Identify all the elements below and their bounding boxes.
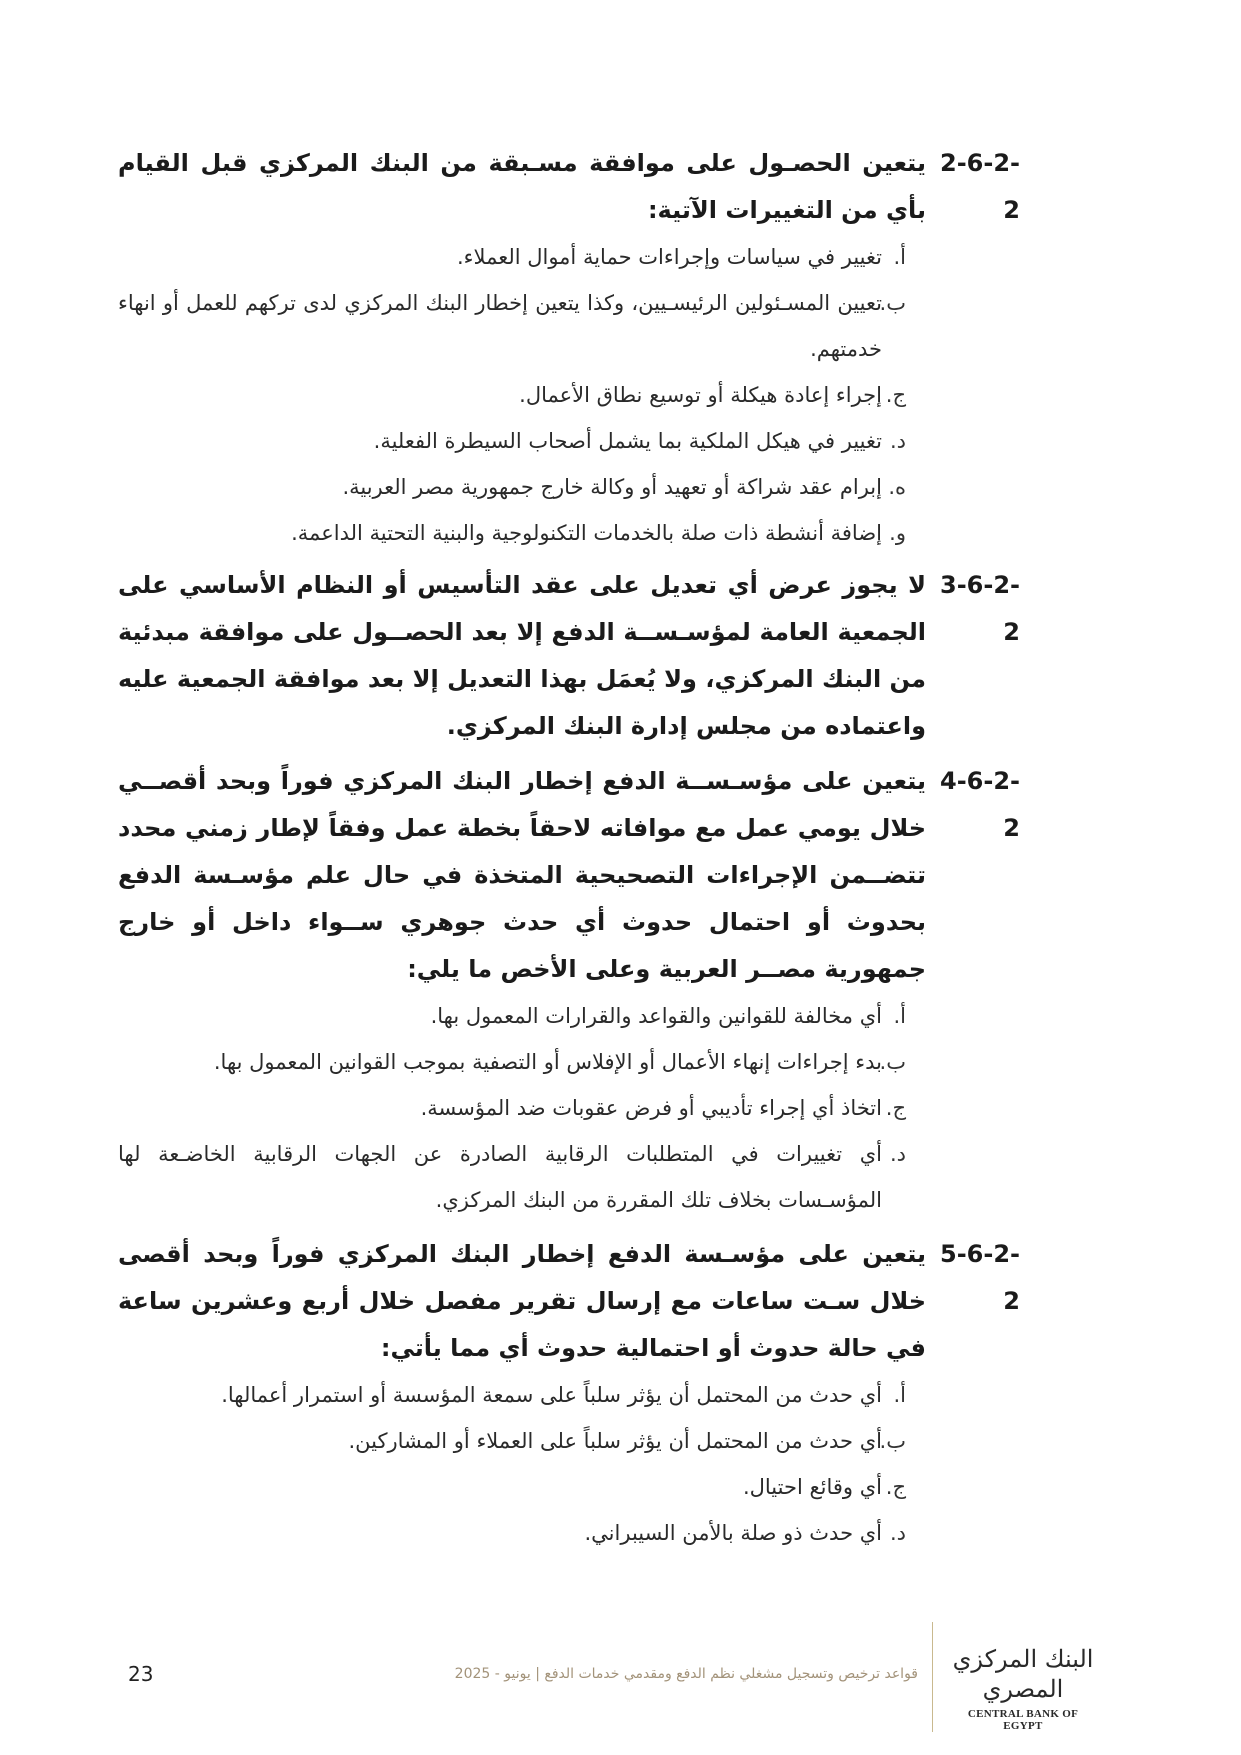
item-text: أي حدث من المحتمل أن يؤثر سلباً على سمعة المؤسسة أو استمرار أعمالها. bbox=[221, 1383, 882, 1407]
page-footer bbox=[0, 1620, 1241, 1730]
clause-number: 5-6-2-2 bbox=[940, 1240, 1020, 1315]
list-item bbox=[118, 234, 926, 280]
list-item bbox=[118, 418, 926, 464]
item-marker: ب. bbox=[879, 291, 906, 315]
clause-text: يتعين الحصـول على موافقة مسـبقة من البنك المركزي قبل القيام بأي من التغييرات الآتية: bbox=[118, 149, 926, 224]
item-text: اتخاذ أي إجراء تأديبي أو فرض عقوبات ضد المؤسسة. bbox=[420, 1096, 882, 1120]
clause-items bbox=[118, 993, 926, 1223]
item-text: تغيير في سياسات وإجراءات حماية أموال العملاء. bbox=[456, 245, 882, 269]
item-marker: أ. bbox=[893, 1004, 906, 1028]
list-item bbox=[118, 1510, 926, 1556]
item-marker: ب. bbox=[879, 1429, 906, 1453]
list-item bbox=[118, 1085, 926, 1131]
clause-items bbox=[118, 1372, 926, 1556]
list-item bbox=[118, 280, 926, 372]
item-marker: د. bbox=[889, 429, 906, 453]
page-number: 23 bbox=[128, 1662, 154, 1686]
clause-text: يتعين على مؤسـســة الدفع إخطار البنك المركزي فوراً وبحد أقصــي خلال يومي عمل مع موافاته لاحقاً بخطة عمل وفقاً لإطار زمني محدد تتضــمن الإجراءات التصحيحية المتخذة في حال علم مؤسـسة الدفع بحدوث أو احتمال حدوث أي حدث جوهري ســواء داخل أو خارج جمهورية مصــر العربية وعلى الأخص ما يلي: bbox=[118, 767, 926, 983]
item-text: بدء إجراءات إنهاء الأعمال أو الإفلاس أو التصفية بموجب القوانين المعمول بها. bbox=[213, 1050, 882, 1074]
footer-divider bbox=[932, 1622, 933, 1732]
item-text: إضافة أنشطة ذات صلة بالخدمات التكنولوجية والبنية التحتية الداعمة. bbox=[291, 521, 882, 545]
list-item bbox=[118, 464, 926, 510]
item-text: أي حدث ذو صلة بالأمن السيبراني. bbox=[584, 1521, 882, 1545]
item-text: تغيير في هيكل الملكية بما يشمل أصحاب السيطرة الفعلية. bbox=[373, 429, 882, 453]
list-item bbox=[118, 372, 926, 418]
list-item bbox=[118, 1039, 926, 1085]
item-marker: ج. bbox=[885, 1475, 906, 1499]
clause-3-6-2-2 bbox=[118, 562, 1020, 750]
item-marker: د. bbox=[889, 1142, 906, 1166]
item-marker: ج. bbox=[885, 1096, 906, 1120]
document-title: قواعد ترخيص وتسجيل مشغلي نظم الدفع ومقدمي خدمات الدفع | يونيو - 2025 bbox=[454, 1666, 918, 1682]
item-marker: و. bbox=[889, 521, 906, 545]
clause-number: 4-6-2-2 bbox=[940, 767, 1020, 842]
clause-number: 2-6-2-2 bbox=[940, 149, 1020, 224]
clause-5-6-2-2 bbox=[118, 1231, 1020, 1556]
item-marker: ب. bbox=[879, 1050, 906, 1074]
document-body bbox=[118, 140, 1020, 1556]
list-item bbox=[118, 1418, 926, 1464]
item-text: أي وقائع احتيال. bbox=[742, 1475, 882, 1499]
item-marker: أ. bbox=[893, 245, 906, 269]
logo-arabic-text: البنك المركزي المصري bbox=[952, 1645, 1094, 1703]
list-item bbox=[118, 993, 926, 1039]
item-text: إبرام عقد شراكة أو تعهيد أو وكالة خارج جمهورية مصر العربية. bbox=[342, 475, 882, 499]
list-item bbox=[118, 1372, 926, 1418]
list-item bbox=[118, 510, 926, 556]
item-text: تعيين المسـئولين الرئيسـيين، وكذا يتعين إخطار البنك المركزي لدى تركهم للعمل أو انهاء خدمتهم. bbox=[118, 291, 882, 361]
item-text: أي مخالفة للقوانين والقواعد والقرارات المعمول بها. bbox=[430, 1004, 882, 1028]
list-item bbox=[118, 1131, 926, 1223]
list-item bbox=[118, 1464, 926, 1510]
item-text: إجراء إعادة هيكلة أو توسيع نطاق الأعمال. bbox=[519, 383, 882, 407]
clause-text: لا يجوز عرض أي تعديل على عقد التأسيس أو النظام الأساسي على الجمعية العامة لمؤسـســة الدفع إلا بعد الحصــول على موافقة مبدئية من البنك المركزي، ولا يُعمَل بهذا التعديل إلا بعد موافقة الجمعية عليه واعتماده من مجلس إدارة البنك المركزي. bbox=[118, 571, 926, 740]
clause-number: 3-6-2-2 bbox=[940, 571, 1020, 646]
logo-english-text: CENTRAL BANK OF EGYPT bbox=[967, 1708, 1079, 1732]
item-marker: أ. bbox=[893, 1383, 906, 1407]
central-bank-logo bbox=[948, 1644, 1098, 1732]
clause-4-6-2-2 bbox=[118, 758, 1020, 1223]
item-marker: د. bbox=[889, 1521, 906, 1545]
item-text: أي حدث من المحتمل أن يؤثر سلباً على العملاء أو المشاركين. bbox=[348, 1429, 882, 1453]
clause-text: يتعين على مؤسـسة الدفع إخطار البنك المركزي فوراً وبحد أقصى خلال سـت ساعات مع إرسال تقرير مفصل خلال أربع وعشرين ساعة في حالة حدوث أو احتمالية حدوث أي مما يأتي: bbox=[118, 1240, 926, 1362]
clause-2-6-2-2 bbox=[118, 140, 1020, 556]
clause-items bbox=[118, 234, 926, 556]
item-text: أي تغييرات في المتطلبات الرقابية الصادرة عن الجهات الرقابية الخاضـعة لها المؤسـسات بخلاف تلك المقررة من البنك المركزي. bbox=[118, 1142, 882, 1212]
item-marker: ه. bbox=[888, 475, 906, 499]
item-marker: ج. bbox=[885, 383, 906, 407]
